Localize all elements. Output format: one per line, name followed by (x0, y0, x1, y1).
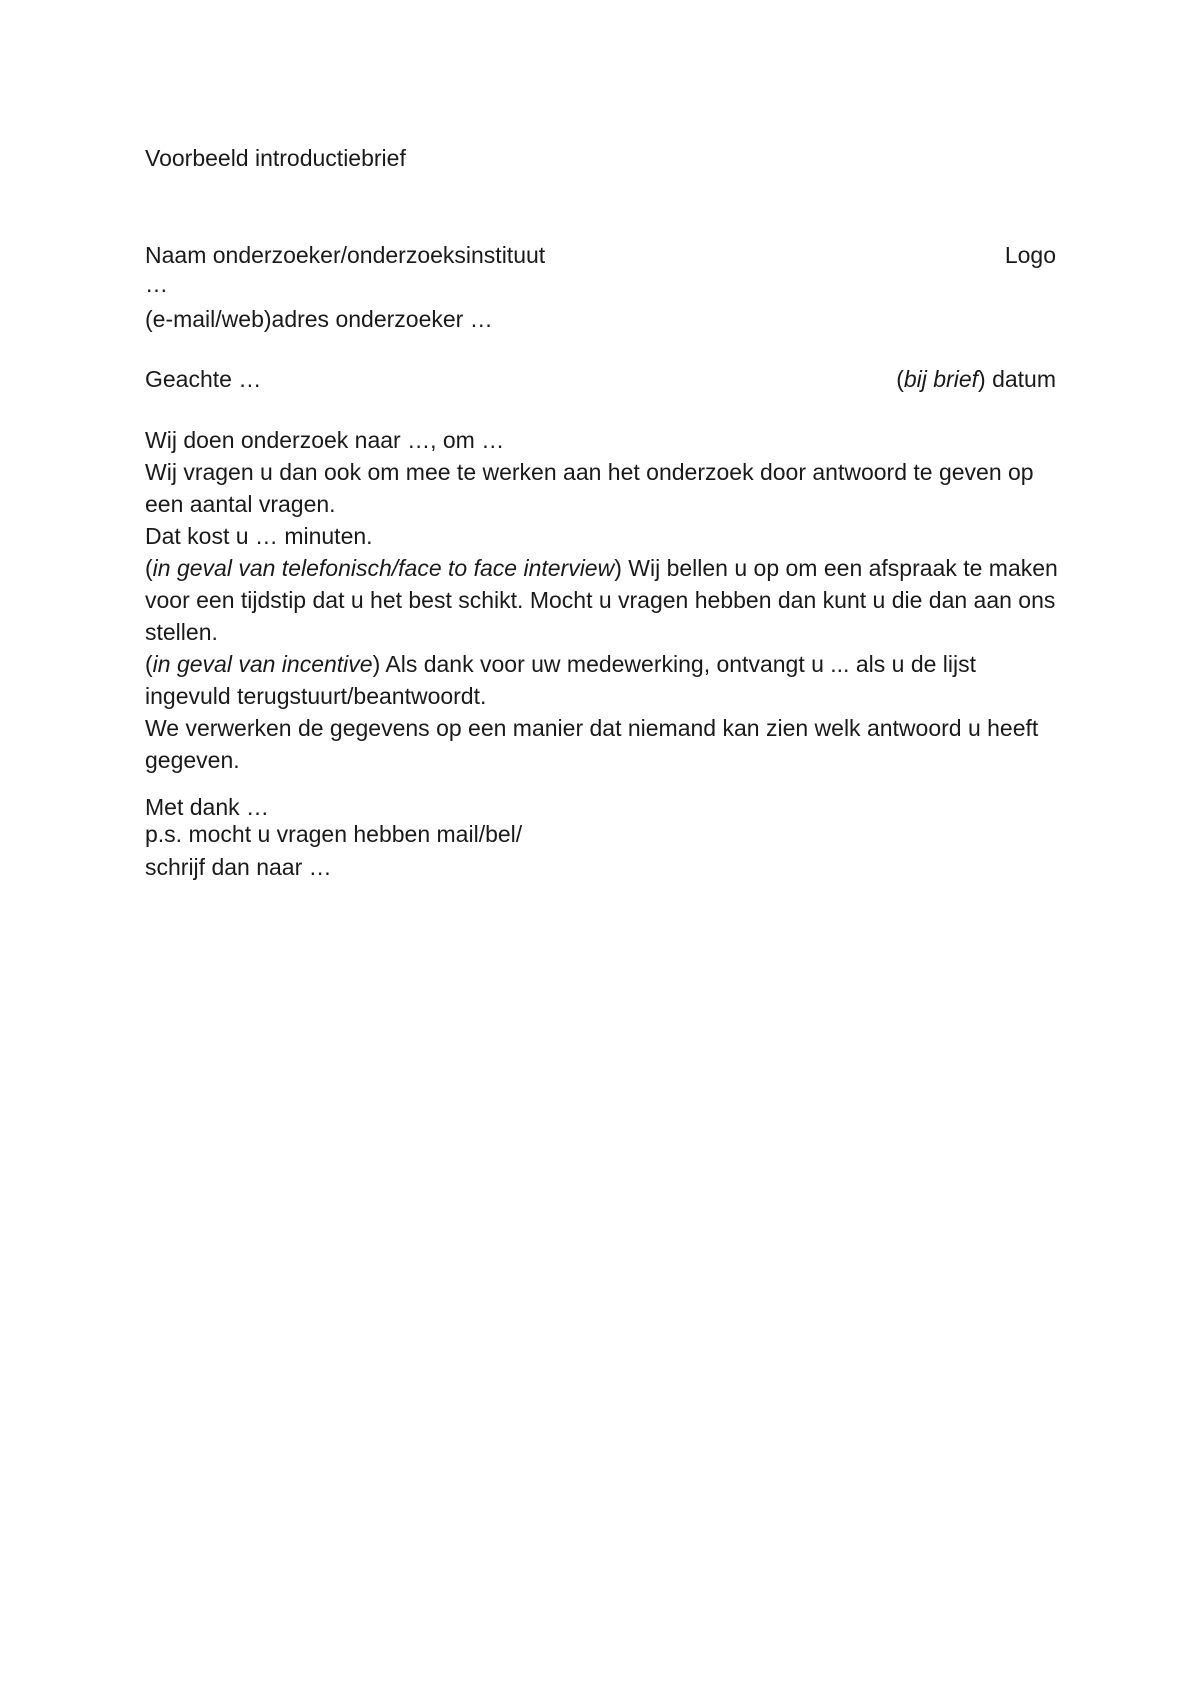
incentive-text: ) Als dank voor uw medewerking, ontvangt u ... als u de lijst ingevuld terugstuurt/beantwoordt. (145, 651, 977, 709)
letter-body (145, 424, 1065, 776)
body-paragraph-privacy: We verwerken de gegevens op een manier dat niemand kan zien welk antwoord u heeft gegeven. (145, 715, 1039, 773)
sender-ellipsis: … (145, 271, 168, 297)
interview-italic-note: in geval van telefonisch/face to face interview (152, 555, 615, 581)
body-paragraph-incentive (145, 648, 1065, 712)
interview-text: ) Wij bellen u op om een afspraak te maken voor een tijdstip dat u het best schikt. Mocht u vragen hebben dan kunt u die dan aan ons stellen. (145, 555, 1058, 645)
postscript-line-1: p.s. mocht u vragen hebben mail/bel/ (145, 821, 523, 847)
incentive-open-paren: ( (145, 651, 153, 677)
sender-address: (e-mail/web)adres onderzoeker … (145, 306, 493, 332)
letter-date (896, 363, 1056, 395)
logo-placeholder: Logo (1004, 242, 1056, 268)
postscript-line-2: schrijf dan naar … (145, 854, 332, 880)
interview-open-paren: ( (145, 555, 153, 581)
document-title: Voorbeeld introductiebrief (145, 145, 406, 171)
salutation: Geachte … (145, 366, 262, 392)
date-open-paren: ( (896, 366, 904, 392)
body-paragraph-duration: Dat kost u … minuten. (145, 523, 373, 549)
body-paragraph-interview (145, 552, 1065, 648)
closing-thanks: Met dank … (145, 794, 269, 820)
incentive-italic-note: in geval van incentive (152, 651, 373, 677)
body-paragraph-research: Wij doen onderzoek naar …, om … (145, 427, 505, 453)
date-label: ) datum (978, 366, 1056, 392)
date-italic-note: bij brief (903, 366, 979, 392)
body-paragraph-request: Wij vragen u dan ook om mee te werken aan het onderzoek door antwoord te geven op een aantal vragen. (145, 459, 1034, 517)
sender-name: Naam onderzoeker/onderzoeksinstituut (145, 242, 546, 268)
